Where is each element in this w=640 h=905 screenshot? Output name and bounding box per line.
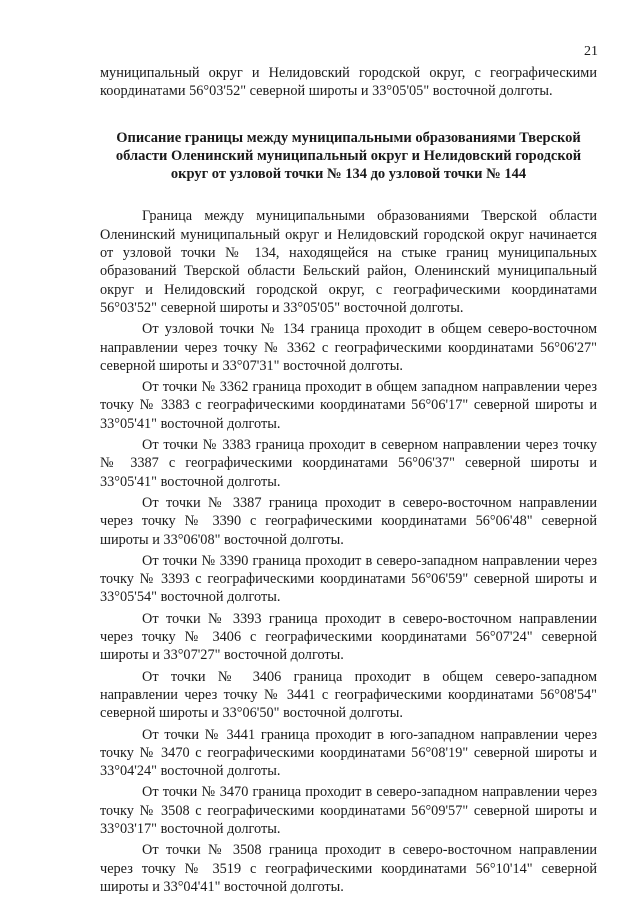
page-number: 21 xyxy=(584,44,598,59)
section-heading: Описание границы между муниципальными образованиями Тверской области Оленинский муниципальный округ и Нелидовский городской округ от узловой точки № 134 до узловой точки № 144 xyxy=(115,129,582,183)
paragraph-2: От узловой точки № 134 граница проходит в общем северо-восточном направлении через точку № 3362 с географическими координатами 56°06'27" северной широты и 33°07'31" восточной долготы. xyxy=(100,321,597,374)
paragraph-8: От точки № 3406 граница проходит в общем северо-западном направлении через точку № 3441 с географическими координатами 56°08'54" северной широты и 33°06'50" восточной долготы. xyxy=(100,668,597,722)
lead-paragraph: муниципальный округ и Нелидовский городской округ, с географическими координатами 56°03'52" северной широты и 33°05'05" восточной долготы. xyxy=(100,65,597,100)
paragraph-4: От точки № 3383 граница проходит в северном направлении через точку № 3387 с географическими координатами 56°06'37" северной широты и 33°05'41" восточной долготы. xyxy=(100,437,597,490)
paragraph-3: От точки № 3362 граница проходит в общем западном направлении через точку № 3383 с географическими координатами 56°06'17" северной широты и 33°05'41" восточной долготы. xyxy=(100,379,597,432)
paragraph-7: От точки № 3393 граница проходит в северо-восточном направлении через точку № 3406 с географическими координатами 56°07'24" северной широты и 33°07'27" восточной долготы. xyxy=(100,610,597,664)
paragraph-5: От точки № 3387 граница проходит в северо-восточном направлении через точку № 3390 с географическими координатами 56°06'48" северной широты и 33°06'08" восточной долготы. xyxy=(100,494,597,548)
paragraph-1: Граница между муниципальными образованиями Тверской области Оленинский муниципальный округ и Нелидовский городской округ начинается от узловой точки № 134, находящейся на стыке границ муниципальных образований Тверской области Бельский район, Оленинский муниципальный округ и Нелидовский городской округ, с географическими координатами 56°03'52" северной широты и 33°05'05" восточной долготы. xyxy=(100,208,597,316)
paragraph-9: От точки № 3441 граница проходит в юго-западном направлении через точку № 3470 с географическими координатами 56°08'19" северной широты и 33°04'24" восточной долготы. xyxy=(100,726,597,780)
paragraph-6: От точки № 3390 граница проходит в северо-западном направлении через точку № 3393 с географическими координатами 56°06'59" северной широты и 33°05'54" восточной долготы. xyxy=(100,552,597,606)
paragraph-11: От точки № 3508 граница проходит в северо-восточном направлении через точку № 3519 с географическими координатами 56°10'14" северной широты и 33°04'41" восточной долготы. xyxy=(100,842,597,895)
document-body xyxy=(100,64,597,899)
paragraph-10: От точки № 3470 граница проходит в северо-западном направлении через точку № 3508 с географическими координатами 56°09'57" северной широты и 33°03'17" восточной долготы. xyxy=(100,784,597,837)
